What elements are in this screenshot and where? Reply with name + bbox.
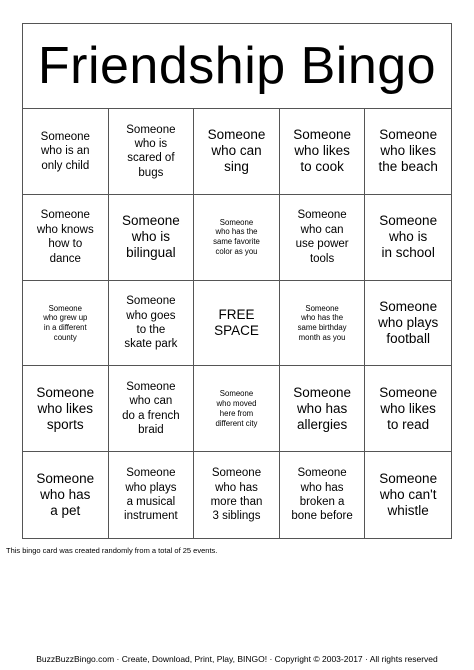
bingo-cell: [109, 366, 195, 452]
bingo-cell: [365, 366, 451, 452]
bingo-cell: [194, 452, 280, 538]
bingo-cell-text: Someone who likes sports: [36, 384, 95, 432]
bingo-cell: [23, 195, 109, 281]
bingo-cell: [194, 109, 280, 195]
bingo-cell: [365, 281, 451, 367]
bingo-cell-text: Someone who has broken a bone before: [291, 467, 353, 523]
bingo-cell-text: Someone who is scared of bugs: [126, 123, 176, 179]
bingo-grid: [23, 109, 451, 538]
bingo-cell-text: Someone who likes the beach: [378, 127, 438, 175]
bingo-cell: [194, 366, 280, 452]
bingo-cell-text: Someone who has the same birthday month as you: [297, 303, 347, 342]
bingo-cell-text: Someone who can do a french braid: [122, 381, 180, 437]
bingo-cell: [365, 109, 451, 195]
bingo-cell-text: Someone who has more than 3 siblings: [210, 467, 263, 523]
bingo-cell: [109, 195, 195, 281]
bingo-cell: [365, 195, 451, 281]
bingo-cell-text: Someone who has a pet: [36, 470, 95, 519]
bingo-cell-text: Someone who is an only child: [40, 130, 90, 172]
bingo-cell: [109, 109, 195, 195]
bingo-cell-text: Someone who has the same favorite color as you: [213, 217, 260, 256]
bingo-cell: [280, 109, 366, 195]
bingo-cell: [280, 281, 366, 367]
bingo-cell-text: Someone who moved here from different city: [215, 389, 258, 428]
bingo-cell: [23, 452, 109, 538]
bingo-cell: [23, 281, 109, 367]
bingo-cell-text: Someone who likes to cook: [293, 127, 351, 175]
bingo-cell-text: Someone who plays a musical instrument: [124, 467, 178, 523]
card-title: Friendship Bingo: [37, 37, 437, 95]
bingo-cell: [365, 452, 451, 538]
bingo-cell-text: FREE SPACE: [214, 306, 259, 338]
bingo-cell-text: Someone who is in school: [379, 212, 438, 261]
bingo-cell: [109, 281, 195, 367]
title-box: [23, 24, 451, 109]
bingo-cell-text: Someone who has allergies: [293, 384, 351, 432]
bingo-cell-text: Someone who can't whistle: [379, 470, 438, 519]
bingo-cell: [280, 195, 366, 281]
bingo-cell: [109, 452, 195, 538]
bingo-cell: [23, 109, 109, 195]
bingo-cell-text: Someone who grew up in a different county: [43, 303, 88, 342]
bingo-cell: [194, 281, 280, 367]
bingo-cell-text: Someone who knows how to dance: [36, 209, 94, 265]
bingo-cell-text: Someone who can sing: [207, 127, 266, 175]
bingo-cell: [280, 452, 366, 538]
bingo-cell: [194, 195, 280, 281]
bingo-cell-text: Someone who can use power tools: [295, 209, 349, 265]
footer-text: BuzzBuzzBingo.com · Create, Download, Print, Play, BINGO! · Copyright © 2003-2017 · All rights reserved: [36, 654, 438, 664]
bingo-cell-text: Someone who likes to read: [379, 384, 438, 432]
bingo-cell: [280, 366, 366, 452]
bingo-card: [22, 23, 452, 539]
generation-note: This bingo card was created randomly from a total of 25 events.: [6, 546, 218, 555]
bingo-cell-text: Someone who plays football: [378, 298, 439, 347]
bingo-cell: [23, 366, 109, 452]
bingo-cell-text: Someone who goes to the skate park: [124, 295, 178, 351]
bingo-cell-text: Someone who is bilingual: [121, 212, 180, 261]
